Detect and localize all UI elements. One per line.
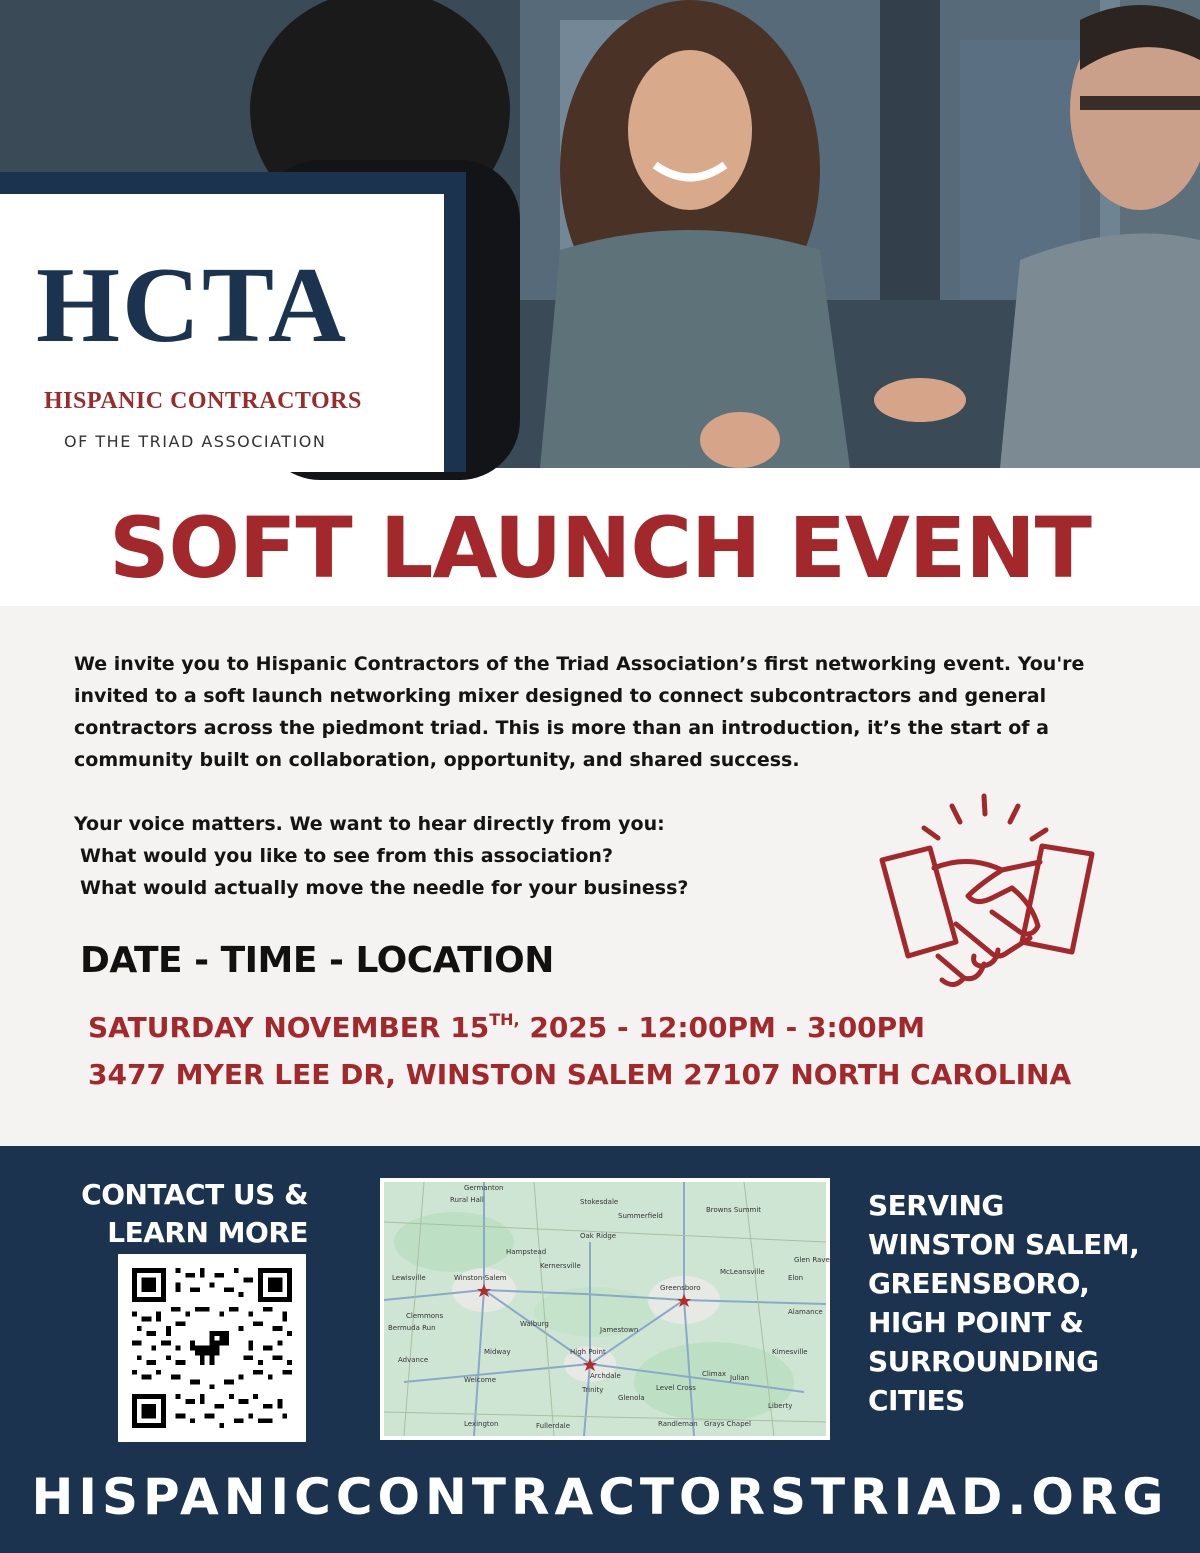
map-label-trinity: Trinity — [582, 1386, 604, 1394]
map-label-hampstead: Hampstead — [506, 1248, 547, 1256]
event-date: SATURDAY NOVEMBER 15 — [88, 1011, 490, 1044]
logo-name-line2: OF THE TRIAD ASSOCIATION — [64, 432, 327, 451]
voice-question-1: What would you like to see from this association? — [80, 845, 613, 867]
voice-question-2: What would actually move the needle for your business? — [80, 877, 689, 899]
website-link[interactable]: HISPANICCONTRACTORSTRIAD.ORG — [31, 1468, 1169, 1526]
map-label-jamestown: Jamestown — [600, 1326, 639, 1334]
map-label-glen-raven: Glen Raven — [794, 1256, 835, 1264]
map-label-oak-ridge: Oak Ridge — [580, 1232, 617, 1240]
logo-name-line1: HISPANIC CONTRACTORS — [44, 388, 362, 414]
page-title: SOFT LAUNCH EVENT — [109, 499, 1091, 597]
map-label-clemmons: Clemmons — [406, 1312, 444, 1320]
map-image — [384, 1182, 835, 1436]
map-label-climax: Climax — [702, 1370, 727, 1378]
voice-section — [74, 808, 814, 904]
handshake-icon — [872, 792, 1102, 992]
map-label-alamance: Alamance — [788, 1308, 823, 1316]
map-label-walburg: Walburg — [520, 1320, 549, 1328]
serving-line1: SERVING — [868, 1189, 1004, 1222]
map-label-summerfield: Summerfield — [618, 1212, 663, 1220]
serving-line2: WINSTON SALEM, — [868, 1228, 1140, 1261]
qr-code[interactable] — [118, 1254, 306, 1442]
serving-line3: GREENSBORO, — [868, 1267, 1090, 1300]
map-label-rural-hall: Rural Hall — [450, 1196, 484, 1204]
logo — [0, 194, 444, 472]
map-label-glenola: Glenola — [618, 1394, 645, 1402]
map-label-stokesdale: Stokesdale — [580, 1198, 619, 1206]
map-label-liberty: Liberty — [768, 1402, 793, 1410]
map-label-grays-chapel: Grays Chapel — [704, 1420, 751, 1428]
contact-line1: CONTACT US & — [81, 1178, 308, 1211]
serving-areas — [868, 1186, 1168, 1420]
serving-line5: SURROUNDING — [868, 1345, 1099, 1378]
service-area-map[interactable] — [380, 1178, 835, 1440]
contact-line2: LEARN MORE — [107, 1216, 308, 1249]
map-label-welcome: Welcome — [464, 1376, 497, 1384]
map-label-lexington: Lexington — [464, 1420, 499, 1428]
map-label-randleman: Randleman — [658, 1420, 698, 1428]
logo-acronym: HCTA — [36, 246, 349, 365]
contact-heading — [52, 1176, 308, 1252]
qr-code-image — [132, 1268, 292, 1428]
event-time: 2025 - 12:00PM - 3:00PM — [519, 1011, 926, 1044]
serving-line6: CITIES — [868, 1384, 965, 1417]
voice-lead: Your voice matters. We want to hear directly from you: — [74, 813, 665, 835]
info-panel — [0, 606, 1200, 1146]
map-label-mcleansville: McLeansville — [720, 1268, 765, 1276]
map-label-midway: Midway — [484, 1348, 511, 1356]
map-label-level-cross: Level Cross — [656, 1384, 696, 1392]
map-label-archdale: Archdale — [590, 1372, 621, 1380]
map-label-high-point: High Point — [570, 1348, 606, 1356]
logo-frame — [0, 172, 466, 472]
event-address: 3477 MYER LEE DR, WINSTON SALEM 27107 NORTH CAROLINA — [88, 1058, 1072, 1091]
event-date-time — [88, 1010, 925, 1044]
map-label-greensboro: Greensboro — [660, 1284, 701, 1292]
map-label-advance: Advance — [398, 1356, 429, 1364]
serving-line4: HIGH POINT & — [868, 1306, 1084, 1339]
map-label-fullerdale: Fullerdale — [536, 1422, 571, 1430]
map-label-germanton: Germanton — [464, 1184, 504, 1192]
map-label-lewisville: Lewisville — [392, 1274, 426, 1282]
map-label-kimesville: Kimesville — [772, 1348, 808, 1356]
map-label-julian: Julian — [730, 1374, 750, 1382]
map-label-elon: Elon — [788, 1274, 804, 1282]
intro-paragraph: We invite you to Hispanic Contractors of the Triad Association’s first networking event. You're invited to a soft launch networking mixer designed to connect subcontractors and general contractors across the piedmont triad. This is more than an introduction, it’s the start of a community built on collaboration, opportunity, and shared success. — [74, 653, 1085, 771]
map-label-kernersville: Kernersville — [540, 1262, 581, 1270]
footer — [0, 1146, 1200, 1553]
map-label-bermuda-run: Bermuda Run — [388, 1324, 436, 1332]
event-heading: DATE - TIME - LOCATION — [80, 940, 554, 981]
event-date-suffix: TH, — [489, 1010, 520, 1029]
map-label-browns-summit: Browns Summit — [706, 1206, 762, 1214]
map-label-winston-salem: Winston-Salem — [454, 1274, 507, 1282]
